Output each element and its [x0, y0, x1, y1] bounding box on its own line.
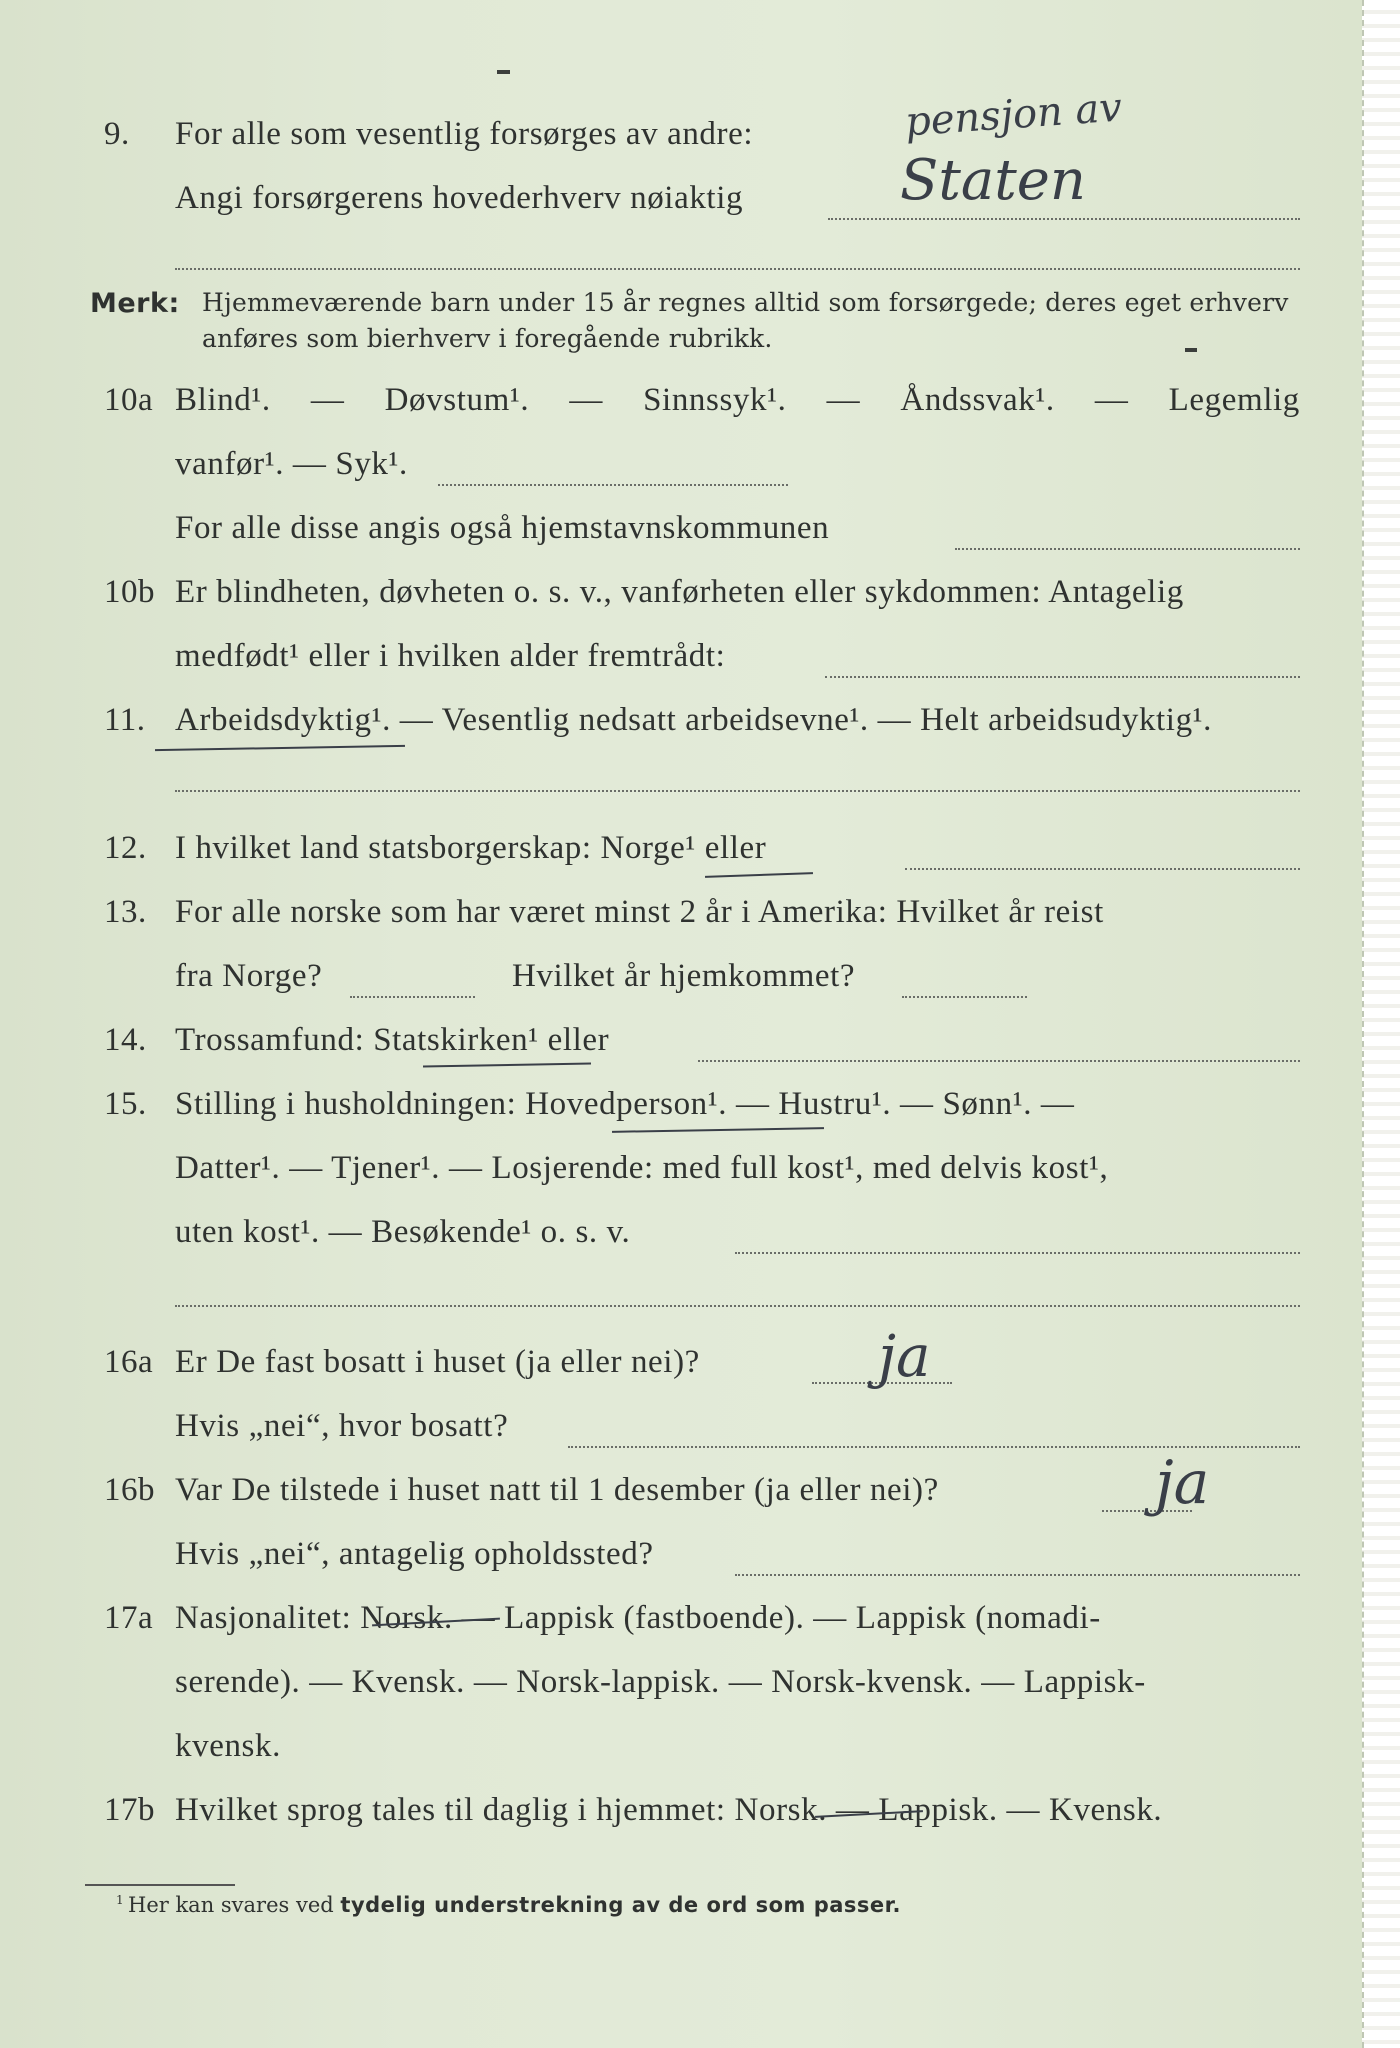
answer-line — [175, 1305, 1300, 1307]
question-12 — [0, 822, 1362, 884]
question-number: 9. — [104, 116, 130, 152]
question-text: Hvilket sprog tales til daglig i hjemmet: Norsk. — Lappisk. — Kvensk. — [175, 1792, 1163, 1828]
question-number: 10b — [104, 574, 155, 610]
question-15-line-3 — [0, 1206, 1362, 1268]
question-text: Arbeidsdyktig¹. — Vesentlig nedsatt arbeidsevne¹. — Helt arbeidsudyktig¹. — [175, 702, 1213, 738]
answer-line — [955, 548, 1300, 550]
question-15-line-2 — [0, 1142, 1362, 1204]
question-text: Hvis „nei“, antagelig opholdssted? — [175, 1536, 654, 1572]
footnote-emphasis: tydelig understrekning av de ord som passer. — [340, 1893, 902, 1917]
answer-line — [825, 676, 1300, 678]
question-number: 15. — [104, 1086, 147, 1122]
question-number: 17b — [104, 1792, 155, 1828]
question-text: fra Norge? — [175, 958, 323, 994]
question-10a — [0, 374, 1362, 436]
question-text: Angi forsørgerens hovederhverv nøiaktig — [175, 180, 744, 216]
question-10a-line-2 — [0, 438, 1362, 500]
question-text: Trossamfund: Statskirken¹ eller — [175, 1022, 610, 1058]
question-text: Hvis „nei“, hvor bosatt? — [175, 1408, 509, 1444]
ink-mark — [497, 70, 510, 74]
question-14 — [0, 1014, 1362, 1076]
ink-mark — [1185, 348, 1197, 352]
question-text: For alle norske som har været minst 2 år i Amerika: Hvilket år reist — [175, 894, 1104, 930]
handwritten-answer: pensjon av — [903, 84, 1124, 146]
question-number: 16b — [104, 1472, 155, 1508]
question-16a — [0, 1336, 1362, 1398]
footnote — [116, 1893, 902, 1917]
question-13-line-2 — [0, 950, 1362, 1012]
question-10b — [0, 566, 1362, 628]
note-text: Hjemmeværende barn under 15 år regnes alltid som forsørgede; deres eget erhverv — [202, 288, 1289, 317]
question-text: Er blindheten, døvheten o. s. v., vanførheten eller sykdommen: Antagelig — [175, 574, 1184, 610]
question-13 — [0, 886, 1362, 948]
footnote-rule — [85, 1884, 235, 1886]
answer-line — [175, 790, 1300, 792]
note-text: anføres som bierhverv i foregående rubrikk. — [202, 324, 773, 353]
question-text: Blind¹. — Døvstum¹. — Sinnssyk¹. — Åndssvak¹. — Legemlig — [175, 382, 1300, 418]
answer-line — [438, 484, 788, 486]
question-text: kvensk. — [175, 1728, 281, 1764]
handwritten-answer: Staten — [900, 148, 1086, 213]
answer-line — [350, 996, 475, 998]
question-text: serende). — Kvensk. — Norsk-lappisk. — Norsk-kvensk. — Lappisk- — [175, 1664, 1146, 1700]
question-number: 14. — [104, 1022, 147, 1058]
answer-line — [735, 1252, 1300, 1254]
page-edge — [1362, 0, 1400, 2048]
handwritten-answer: ja — [1155, 1448, 1210, 1518]
question-10a-line-3 — [0, 502, 1362, 564]
question-number: 17a — [104, 1600, 154, 1636]
footnote-text: Her kan svares ved — [128, 1893, 334, 1917]
question-text: Nasjonalitet: Norsk. — Lappisk (fastboende). — Lappisk (nomadi- — [175, 1600, 1101, 1636]
answer-line — [828, 218, 1300, 220]
question-number: 10a — [104, 382, 154, 418]
question-text: medfødt¹ eller i hvilken alder fremtrådt: — [175, 638, 726, 674]
question-text: Datter¹. — Tjener¹. — Losjerende: med full kost¹, med delvis kost¹, — [175, 1150, 1109, 1186]
answer-line — [905, 868, 1300, 870]
note-label: Merk: — [90, 288, 180, 319]
section-divider — [175, 268, 1300, 270]
question-number: 12. — [104, 830, 147, 866]
question-9-line-2 — [0, 172, 1362, 234]
question-text: For alle som vesentlig forsørges av andre: — [175, 116, 754, 152]
answer-line — [902, 996, 1027, 998]
question-text: uten kost¹. — Besøkende¹ o. s. v. — [175, 1214, 631, 1250]
question-9 — [0, 108, 1362, 170]
question-17b — [0, 1784, 1362, 1846]
question-text: Er De fast bosatt i huset (ja eller nei)? — [175, 1344, 700, 1380]
answer-line — [698, 1060, 1300, 1062]
footnote-mark: 1 — [116, 1893, 124, 1907]
question-17a-line-3 — [0, 1720, 1362, 1782]
question-number: 16a — [104, 1344, 154, 1380]
question-number: 11. — [104, 702, 146, 738]
question-17a-line-2 — [0, 1656, 1362, 1718]
question-text: Stilling i husholdningen: Hovedperson¹. — Hustru¹. — Sønn¹. — — [175, 1086, 1075, 1122]
question-text: For alle disse angis også hjemstavnskommunen — [175, 510, 830, 546]
question-text: Var De tilstede i huset natt til 1 desember (ja eller nei)? — [175, 1472, 939, 1508]
question-text: vanfør¹. — Syk¹. — [175, 446, 408, 482]
question-11 — [0, 694, 1362, 756]
question-17a — [0, 1592, 1362, 1654]
question-10b-line-2 — [0, 630, 1362, 692]
question-16b-line-2 — [0, 1528, 1362, 1590]
question-text: I hvilket land statsborgerskap: Norge¹ eller — [175, 830, 767, 866]
question-text: Hvilket år hjemkommet? — [512, 958, 856, 994]
handwritten-answer: ja — [878, 1322, 931, 1390]
answer-line — [735, 1574, 1300, 1576]
question-number: 13. — [104, 894, 147, 930]
